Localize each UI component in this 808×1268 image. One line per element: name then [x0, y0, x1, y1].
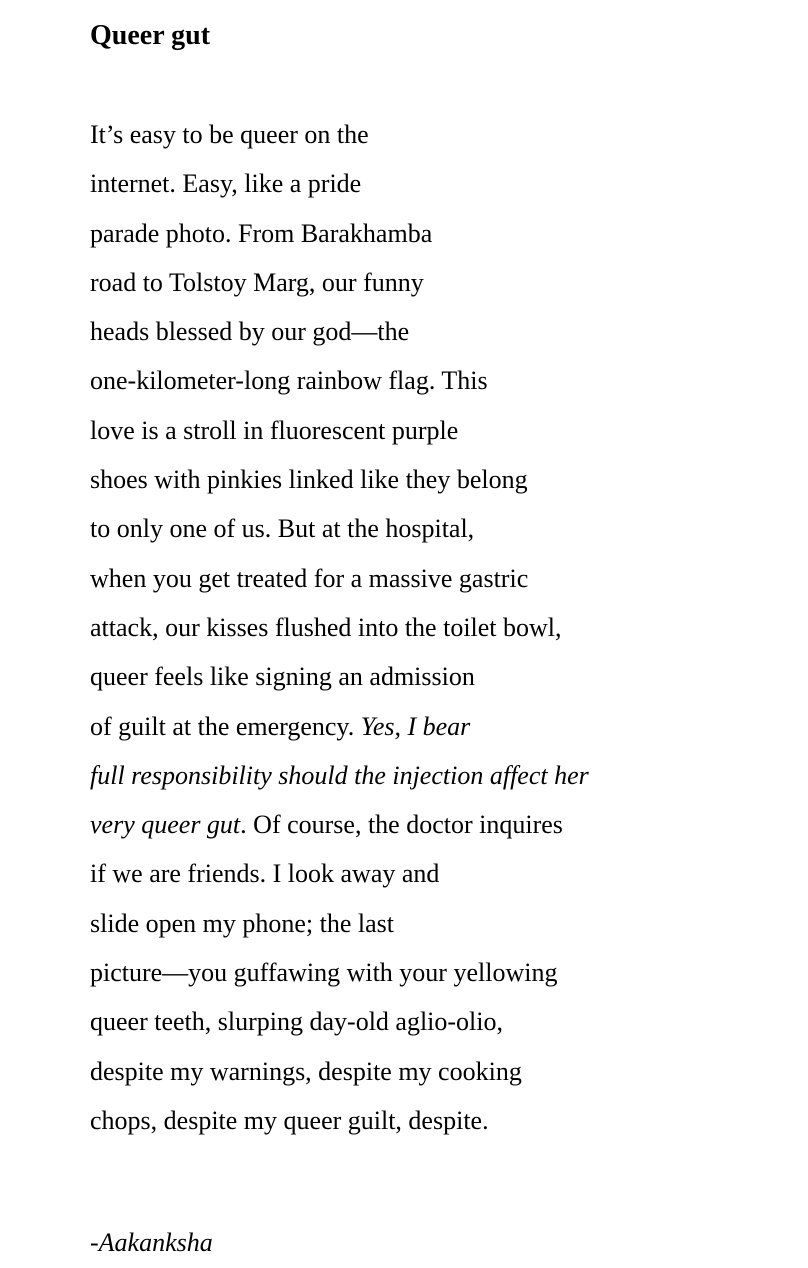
- poem-line: love is a stroll in fluorescent purple: [90, 415, 459, 445]
- poem-line: despite my warnings, despite my cooking: [90, 1056, 522, 1086]
- poem-line: slide open my phone; the last: [90, 908, 395, 938]
- poem-line: [90, 800, 589, 849]
- poem-line: [90, 751, 589, 800]
- poem-line-text: of guilt at the emergency.: [90, 711, 361, 741]
- poem-line: shoes with pinkies linked like they belong: [90, 465, 528, 495]
- poem-body: [90, 110, 589, 1145]
- poem-line: picture—you guffawing with your yellowing: [90, 958, 558, 988]
- poem-line-italic-text: full responsibility should the injection affect her: [90, 760, 589, 790]
- poem-line: one-kilometer-long rainbow flag. This: [90, 366, 488, 396]
- poem-line: queer teeth, slurping day-old aglio-olio,: [90, 1007, 504, 1037]
- poem-line: to only one of us. But at the hospital,: [90, 514, 475, 544]
- poem-line-italic-text: very queer gut: [90, 810, 241, 840]
- poem-line: road to Tolstoy Marg, our funny: [90, 267, 424, 297]
- poem-line: chops, despite my queer guilt, despite.: [90, 1105, 489, 1135]
- poem-line: internet. Easy, like a pride: [90, 169, 362, 199]
- author-signature: [90, 1225, 213, 1261]
- poem-line: It’s easy to be queer on the: [90, 120, 369, 149]
- poem-line: queer feels like signing an admission: [90, 662, 475, 692]
- poem-line: heads blessed by our god—the: [90, 317, 410, 347]
- poem-line: parade photo. From Barakhamba: [90, 218, 433, 248]
- poem-line: [90, 702, 589, 751]
- signature-dash: -: [90, 1228, 99, 1257]
- poem-line-italic-text: Yes, I bear: [360, 711, 471, 741]
- poem-line-text: . Of course, the doctor inquires: [240, 810, 563, 840]
- poem-line: attack, our kisses flushed into the toilet bowl,: [90, 612, 562, 642]
- poem-line: if we are friends. I look away and: [90, 859, 440, 889]
- poem-line: when you get treated for a massive gastric: [90, 563, 529, 593]
- poem-title: Queer gut: [90, 20, 211, 51]
- author-name: Aakanksha: [98, 1228, 213, 1257]
